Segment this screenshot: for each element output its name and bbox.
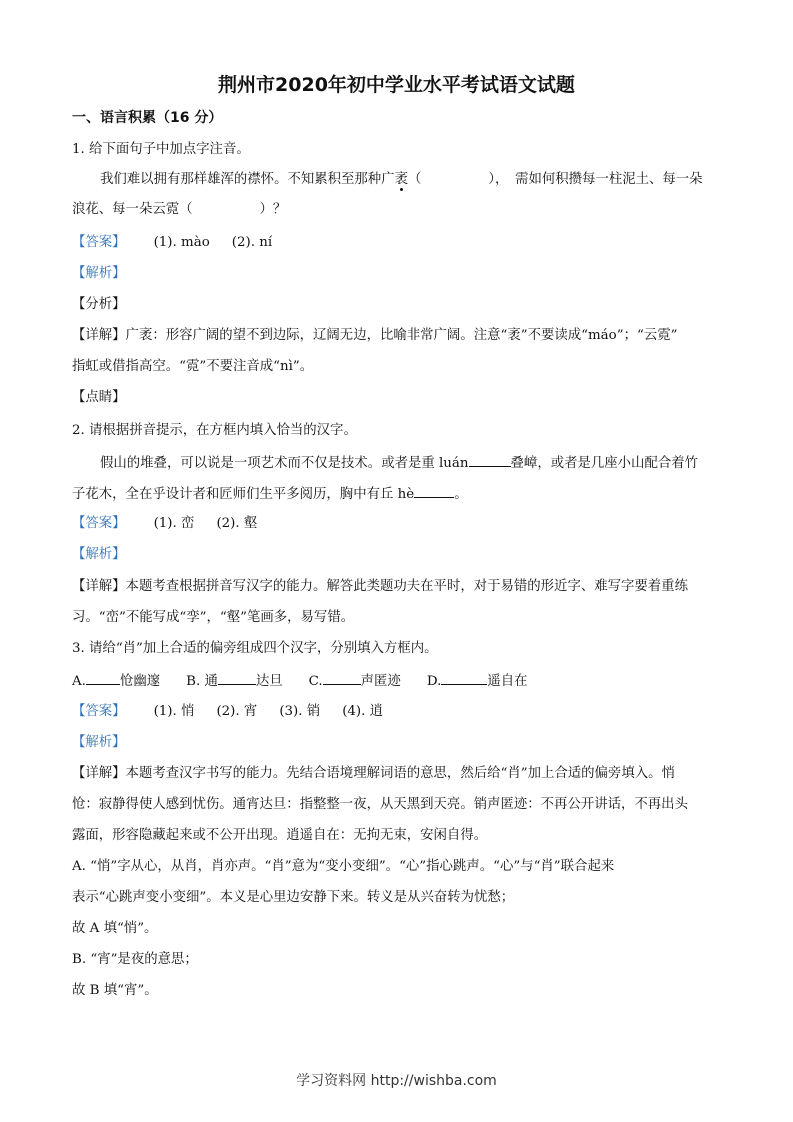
q1-xiangjie-line1: 【详解】广袤：形容广阔的望不到边际，辽阔无边，比喻非常广阔。注意“袤”不要读成“máo”；“云霓” <box>72 328 678 343</box>
q3-answer <box>72 702 383 722</box>
q2-passage-line2-b: 。 <box>454 487 468 502</box>
q1-answer <box>72 233 272 253</box>
q2-passage-line2 <box>72 483 468 505</box>
q2-answer-2: (2). 壑 <box>216 516 258 531</box>
q3-a-line1: A. “悄”字从心，从肖，肖亦声。“肖”意为“变小变细”。“心”指心跳声。“心”与“肖”联合起来 <box>72 859 615 874</box>
q3-blank-a[interactable] <box>86 670 120 685</box>
q2-passage-line2-a: 子花木，全在乎设计者和匠师们生平多阅历，胸中有丘 hè <box>72 487 415 502</box>
page-footer: 学习资料网 http://wishba.com <box>296 1073 497 1089</box>
q1-passage-b: （ ）， 需如何积攒每一柱泥土、每一朵 <box>407 172 703 187</box>
q3-options <box>72 670 528 692</box>
q2-passage-line1 <box>100 452 698 474</box>
q2-passage-line1-b: 叠嶂，或者是几座小山配合着竹 <box>510 456 699 471</box>
q3-option-d-post: 遥自在 <box>487 674 528 689</box>
q1-xiangjie-line2: 指虹或借指高空。“霓”不要注音成“nì”。 <box>72 359 314 374</box>
q1-fenxi-label: 【分析】 <box>72 297 126 312</box>
q3-option-a-pre: A. <box>72 674 86 689</box>
q1-passage-line2: 浪花、每一朵云霓（ ）？ <box>72 202 287 217</box>
q1-answer-1: (1). mào <box>153 235 210 250</box>
q3-option-c-post: 声匿迹 <box>360 674 401 689</box>
q3-option-d-pre: D. <box>426 674 442 689</box>
q2-xiangjie-line2: 习。“峦”不能写成“孪”，“壑”笔画多，易写错。 <box>72 610 355 625</box>
q1-dianjing-label: 【点睛】 <box>72 390 126 405</box>
q3-answer-1: (1). 悄 <box>153 704 195 719</box>
page-title: 荆州市2020年初中学业水平考试语文试题 <box>218 74 575 96</box>
q2-xiangjie-line1: 【详解】本题考查根据拼音写汉字的能力。解答此类题功夫在平时，对于易错的形近字、难写字要着重练 <box>72 579 688 594</box>
q1-dotted-char: 袤 <box>394 172 408 187</box>
q3-answer-3: (3). 销 <box>279 704 321 719</box>
q3-jiexi-label: 【解析】 <box>72 735 126 750</box>
q2-prompt: 2. 请根据拼音提示，在方框内填入恰当的汉字。 <box>72 423 357 438</box>
q1-passage-line1 <box>100 170 703 190</box>
q3-b-line1: B. “宵”是夜的意思； <box>72 952 198 967</box>
q2-passage-line1-a: 假山的堆叠，可以说是一项艺术而不仅是技术。或者是重 luán <box>100 456 469 471</box>
q3-blank-c[interactable] <box>323 670 361 685</box>
q3-answer-4: (4). 逍 <box>342 704 384 719</box>
section-heading: 一、语言积累（16 分） <box>72 110 223 126</box>
q3-a-line3: 故 A 填“悄”。 <box>72 921 158 936</box>
q1-jiexi-label: 【解析】 <box>72 266 126 281</box>
answer-tag: 【答案】 <box>72 235 126 250</box>
answer-tag: 【答案】 <box>72 704 126 719</box>
q2-answer <box>72 514 257 534</box>
q1-passage-a: 我们难以拥有那样雄浑的襟怀。不知累积至那种广 <box>100 172 395 187</box>
q3-blank-d[interactable] <box>441 670 487 685</box>
q3-xiangjie-line3: 露面，形容隐藏起来或不公开出现。逍遥自在：无拘无束，安闲自得。 <box>72 828 488 843</box>
q3-xiangjie-line2: 怆：寂静得使人感到忧伤。通宵达旦：指整整一夜，从天黑到天亮。销声匿迹：不再公开讲话，不再出头 <box>72 797 688 812</box>
q3-prompt: 3. 请给“肖”加上合适的偏旁组成四个汉字，分别填入方框内。 <box>72 641 438 656</box>
q3-option-b-pre: B. 通 <box>186 674 218 689</box>
q3-option-a-post: 怆幽邃 <box>119 674 161 689</box>
q3-blank-b[interactable] <box>218 670 256 685</box>
q3-xiangjie-line1: 【详解】本题考查汉字书写的能力。先结合语境理解词语的意思，然后给“肖”加上合适的偏旁填入。悄 <box>72 766 675 781</box>
q1-answer-2: (2). ní <box>231 235 273 250</box>
q1-prompt: 1. 给下面句子中加点字注音。 <box>72 142 250 157</box>
q3-option-c-pre: C. <box>308 674 323 689</box>
q2-jiexi-label: 【解析】 <box>72 547 126 562</box>
answer-tag: 【答案】 <box>72 516 126 531</box>
q3-answer-2: (2). 宵 <box>216 704 258 719</box>
q3-b-line2: 故 B 填“宵”。 <box>72 983 158 998</box>
q2-answer-1: (1). 峦 <box>153 516 195 531</box>
q2-blank-1[interactable] <box>469 452 511 467</box>
q3-a-line2: 表示“心跳声变小变细”。本义是心里边安静下来。转义是从兴奋转为忧愁； <box>72 890 515 905</box>
q2-blank-2[interactable] <box>414 483 454 498</box>
q3-option-b-post: 达旦 <box>255 674 283 689</box>
